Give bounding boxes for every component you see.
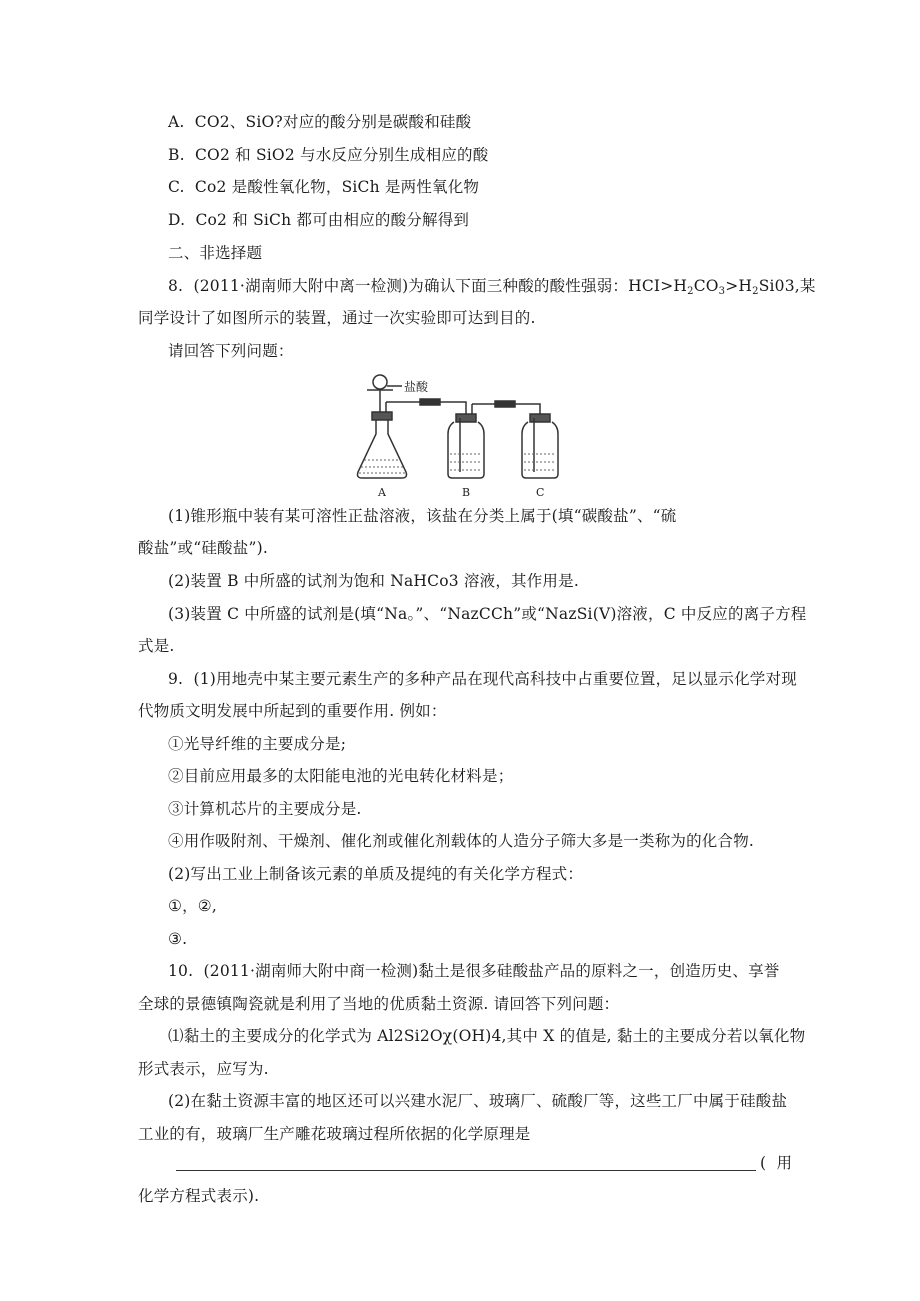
question-8-line — [168, 276, 816, 296]
funnel-label: 盐酸 — [404, 380, 429, 394]
question-8-prompt: 请回答下列问题： — [168, 342, 294, 360]
question-9-equations: ①，②, — [168, 897, 218, 915]
formula-part: Si03,某 — [758, 277, 816, 295]
formula-sub: 2 — [752, 286, 759, 297]
question-10-line2: 全球的景德镇陶瓷就是利用了当地的优质黏土资源. 请回答下列问题： — [138, 995, 620, 1013]
question-8-part3: (3)装置 C 中所盛的试剂是(填“Na。”、“NazCCh”或“NazSi(V)溶液，C 中反应的离子方程 — [168, 605, 807, 623]
bottle-c-label: C — [536, 486, 545, 499]
question-9-item3: ③计算机芯片的主要成分是. — [168, 800, 362, 818]
question-8-line2: 同学设计了如图所示的装置，通过一次实验即可达到目的. — [138, 309, 536, 327]
answer-blank-line — [176, 1170, 756, 1171]
question-9-line2: 代物质文明发展中所起到的重要作用. 例如： — [138, 702, 447, 720]
question-9-item2: ②目前应用最多的太阳能电池的光电转化材料是； — [168, 767, 514, 785]
formula-part: CO — [693, 277, 719, 295]
question-10-part2: (2)在黏土资源丰富的地区还可以兴建水泥厂、玻璃厂、硫酸厂等，这些工厂中属于硅酸盐 — [168, 1092, 788, 1110]
choice-c: C. Co2 是酸性氧化物，SiCh 是两性氧化物 — [168, 178, 480, 196]
question-9-equation3: ③. — [168, 930, 188, 948]
choice-b: B. CO2 和 SiO2 与水反应分别生成相应的酸 — [168, 146, 489, 164]
question-8-part1: (1)锥形瓶中装有某可溶性正盐溶液，该盐在分类上属于(填“碳酸盐”、“硫 — [168, 507, 677, 525]
apparatus-diagram — [350, 372, 590, 502]
question-8-part1-cont: 酸盐”或“硅酸盐”). — [138, 539, 268, 557]
formula-sub: 3 — [718, 286, 726, 297]
formula-sub: 2 — [687, 286, 694, 297]
question-10-part1-cont: 形式表示，应写为. — [138, 1060, 269, 1078]
question-9-line: 9. (1)用地壳中某主要元素生产的多种产品在现代高科技中占重要位置，足以显示化学对现 — [168, 670, 797, 688]
question-8-part3-cont: 式是. — [138, 637, 175, 655]
flask-a-label: A — [378, 486, 386, 499]
bottle-b-label: B — [462, 486, 471, 499]
question-9-item4: ④用作吸附剂、干燥剂、催化剂或催化剂载体的人造分子筛大多是一类称为的化合物. — [168, 832, 755, 850]
choice-a: A. CO2、SiO?对应的酸分别是碳酸和硅酸 — [168, 113, 472, 131]
formula-part: >H — [725, 277, 753, 295]
question-10-part2-cont: 工业的有，玻璃厂生产雕花玻璃过程所依据的化学原理是 — [138, 1125, 531, 1143]
question-10-part2-suffix: ( 用 — [760, 1154, 793, 1172]
question-8-part2: (2)装置 B 中所盛的试剂为饱和 NaHCo3 溶液，其作用是. — [168, 572, 579, 590]
choice-d: D. Co2 和 SiCh 都可由相应的酸分解得到 — [168, 211, 470, 229]
question-10-line: 10. (2011·湖南师大附中商一检测)黏土是很多硅酸盐产品的原料之一，创造历史、享誉 — [168, 962, 780, 980]
question-9-item1: ①光导纤维的主要成分是; — [168, 735, 347, 753]
question-9-part2: (2)写出工业上制备该元素的单质及提纯的有关化学方程式： — [168, 865, 584, 883]
section-heading: 二、非选择题 — [168, 244, 263, 262]
question-8-text: 8. (2011·湖南师大附中离一检测)为确认下面三种酸的酸性强弱：HCI>H — [168, 277, 688, 295]
question-10-part2-end: 化学方程式表示). — [138, 1187, 260, 1205]
question-10-part1: ⑴黏土的主要成分的化学式为 Al2Si2Oχ(OH)4,其中 X 的值是, 黏土的主要成分若以氧化物 — [168, 1027, 806, 1045]
